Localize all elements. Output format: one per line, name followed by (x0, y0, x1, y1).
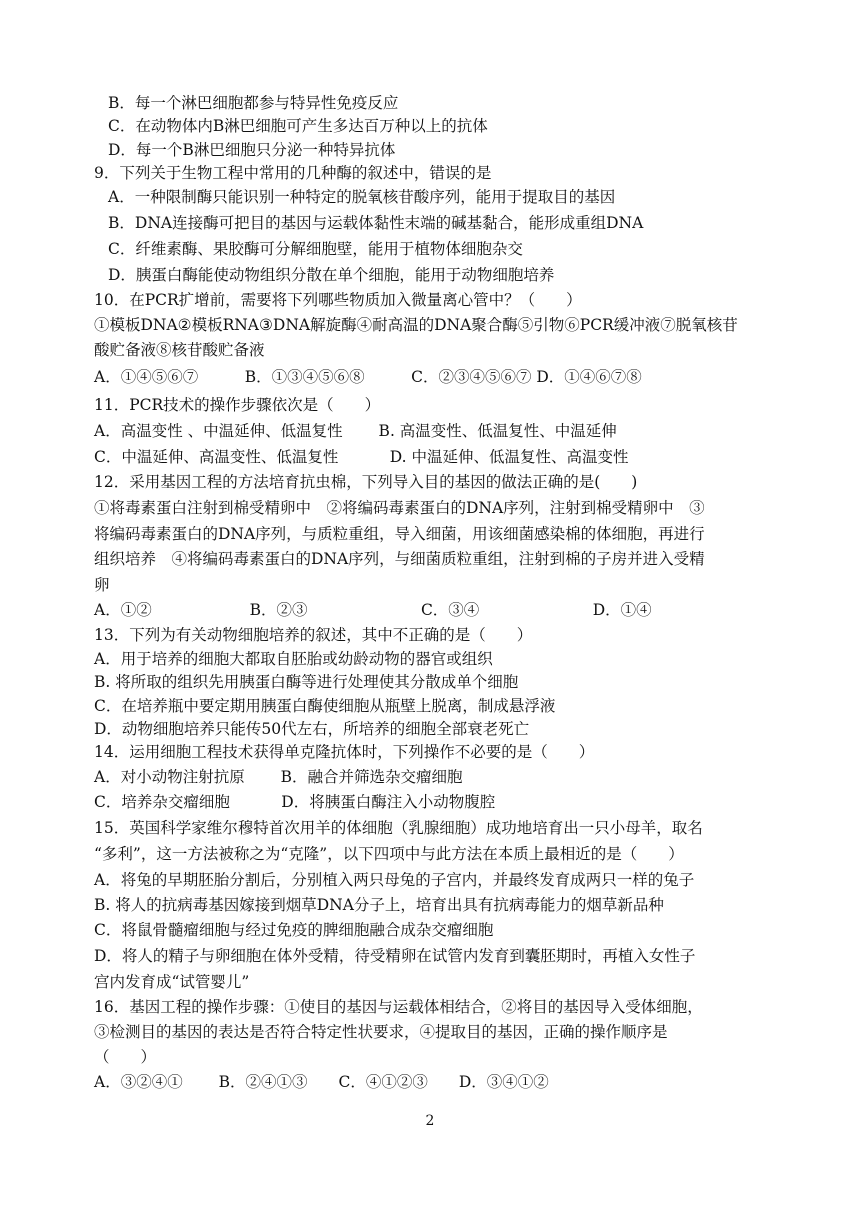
text-line: ①将毒素蛋白注射到棉受精卵中 ②将编码毒素蛋白的DNA序列，注射到棉受精卵中 ③ (94, 499, 705, 517)
text-line: ①模板DNA②模板RNA③DNA解旋酶④耐高温的DNA聚合酶⑤引物⑥PCR缓冲液⑦脱氧核苷 (94, 316, 738, 334)
text-line: B．DNA连接酶可把目的基因与运载体黏性末端的碱基黏合，能形成重组DNA (108, 214, 644, 232)
question-12-stem: 12．采用基因工程的方法培育抗虫棉，下列导入目的基因的做法正确的是( ) (94, 473, 638, 491)
page-number: 2 (425, 1113, 435, 1129)
text-line: B. 将人的抗病毒基因嫁接到烟草DNA分子上，培育出具有抗病毒能力的烟草新品种 (94, 896, 664, 914)
text-line: C．将鼠骨髓瘤细胞与经过免疫的脾细胞融合成杂交瘤细胞 (94, 921, 494, 939)
question-16-options: A．③②④① B．②④①③ C．④①②③ D．③④①② (94, 1073, 549, 1091)
text-line: C．纤维素酶、果胶酶可分解细胞壁，能用于植物体细胞杂交 (108, 240, 523, 258)
text-line: 将编码毒素蛋白的DNA序列，与质粒重组，导入细菌，用该细菌感染棉的体细胞，再进行 (94, 525, 705, 543)
question-14-stem: 14．运用细胞工程技术获得单克隆抗体时，下列操作不必要的是（ ） (94, 743, 595, 761)
text-line: A．用于培养的细胞大都取自胚胎或幼龄动物的器官或组织 (94, 650, 493, 668)
question-11-options: C．中温延伸、高温变性、低温复性 D. 中温延伸、低温复性、高温变性 (94, 448, 629, 466)
text-line: D．每一个B淋巴细胞只分泌一种特异抗体 (108, 141, 396, 159)
text-line: ③检测目的基因的表达是否符合特定性状要求，④提取目的基因，正确的操作顺序是 (94, 1023, 668, 1041)
text-line: B．每一个淋巴细胞都参与特异性免疫反应 (108, 94, 399, 112)
question-15-stem: 15．英国科学家维尔穆特首次用羊的体细胞（乳腺细胞）成功地培育出一只小母羊，取名 (94, 819, 703, 837)
text-line: （ ） (94, 1048, 157, 1066)
text-line: 组织培养 ④将编码毒素蛋白的DNA序列，与细菌质粒重组，注射到棉的子房并进入受精 (94, 550, 705, 568)
text-line: 卵 (94, 576, 110, 594)
question-9-stem: 9．下列关于生物工程中常用的几种酶的叙述中，错误的是 (94, 164, 492, 182)
text-line: 酸贮备液⑧核苷酸贮备液 (94, 341, 265, 359)
question-10-options: A．①④⑤⑥⑦ B．①③④⑤⑥⑧ C．②③④⑤⑥⑦ D．①④⑥⑦⑧ (94, 368, 642, 386)
text-line: A．将兔的早期胚胎分割后，分别植入两只母兔的子宫内，并最终发育成两只一样的兔子 (94, 871, 695, 889)
question-11-stem: 11．PCR技术的操作步骤依次是（ ） (94, 396, 381, 414)
question-12-options: A．①② B．②③ C．③④ D．①④ (94, 601, 652, 619)
question-14-options: C．培养杂交瘤细胞 D．将胰蛋白酶注入小动物腹腔 (94, 793, 496, 811)
question-16-stem: 16．基因工程的操作步骤：①使目的基因与运载体相结合，②将目的基因导入受体细胞， (94, 998, 703, 1016)
text-line: D．将人的精子与卵细胞在体外受精，待受精卵在试管内发育到囊胚期时，再植入女性子 (94, 947, 696, 965)
question-14-options: A．对小动物注射抗原 B．融合并筛选杂交瘤细胞 (94, 768, 463, 786)
text-line: D．胰蛋白酶能使动物组织分散在单个细胞，能用于动物细胞培养 (108, 266, 555, 284)
question-10-stem: 10．在PCR扩增前，需要将下列哪些物质加入微量离心管中？（ ） (94, 291, 582, 309)
text-line: D．动物细胞培养只能传50代左右，所培养的细胞全部衰老死亡 (94, 720, 530, 738)
text-line: C．在动物体内B淋巴细胞可产生多达百万种以上的抗体 (108, 117, 488, 135)
text-line: C．在培养瓶中要定期用胰蛋白酶使细胞从瓶壁上脱离，制成悬浮液 (94, 697, 556, 715)
text-line: 宫内发育成“试管婴儿” (94, 973, 250, 991)
text-line: “多利”，这一方法被称之为“克隆”，以下四项中与此方法在本质上最相近的是（ ） (94, 845, 684, 863)
question-11-options: A．高温变性 、中温延伸、低温复性 B. 高温变性、低温复性、中温延伸 (94, 422, 617, 440)
text-line: A．一种限制酶只能识别一种特定的脱氧核苷酸序列，能用于提取目的基因 (108, 188, 616, 206)
text-line: B. 将所取的组织先用胰蛋白酶等进行处理使其分散成单个细胞 (94, 673, 519, 691)
question-13-stem: 13．下列为有关动物细胞培养的叙述，其中不正确的是（ ） (94, 626, 533, 644)
